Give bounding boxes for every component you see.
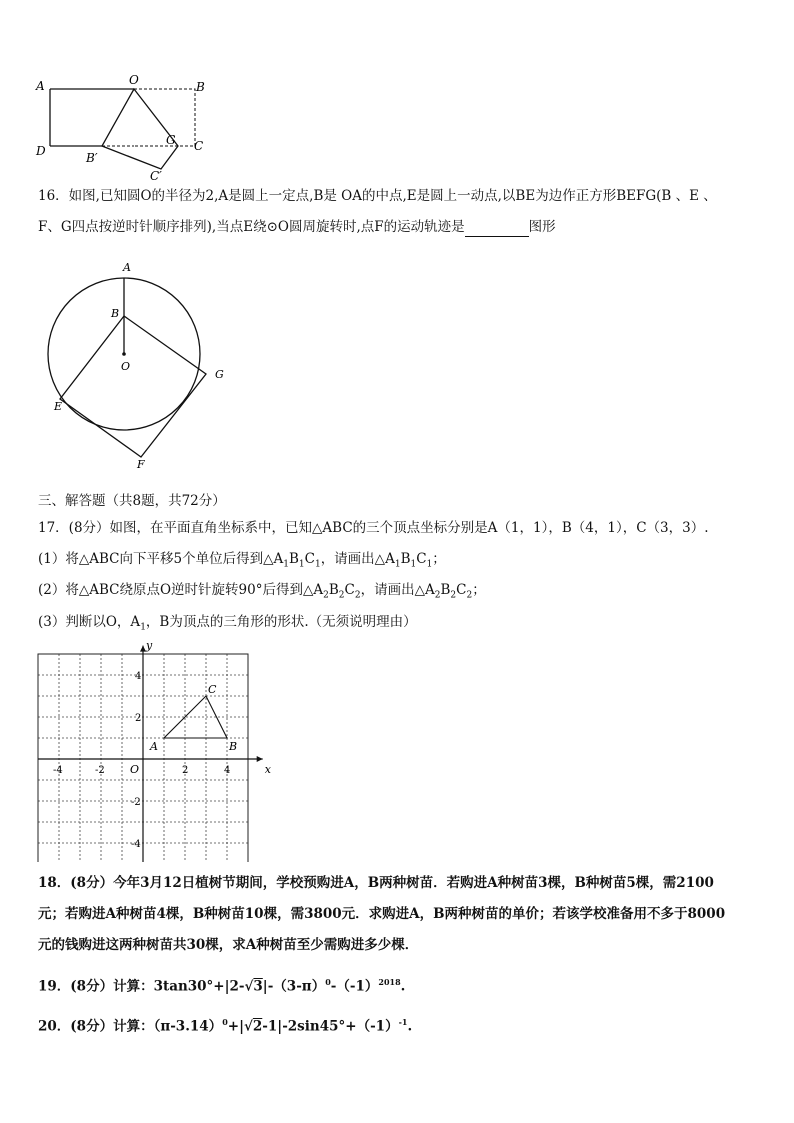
- y-tick-label: 4: [135, 671, 142, 682]
- q17-part-3: [38, 612, 417, 638]
- fig16-label-A: A: [123, 261, 131, 274]
- sub: 2: [434, 590, 441, 601]
- q16-line-2: [38, 217, 556, 237]
- q18-line-2: 元；若购进A种树苗4棵，B种树苗10棵，需3800元．求购进A，B两种树苗的单价；若该学校准备用不多于8000: [38, 906, 726, 922]
- sub: 2: [466, 590, 473, 601]
- q17-stem: 17．(8分）如图，在平面直角坐标系中，已知△ABC的三个顶点坐标分别是A（1，1），B（4，1），C（3，3）.: [38, 520, 709, 536]
- q17-p2-text: ，请画出△A: [360, 582, 435, 598]
- q17-p2-text: C: [344, 582, 355, 598]
- exponent: 0: [222, 1017, 228, 1027]
- sub: 1: [140, 622, 146, 633]
- q17-p2-text: B: [328, 582, 339, 598]
- x-tick-label: -2: [95, 765, 105, 776]
- q20-text: -1|-2sin45°+（-1）: [262, 1018, 399, 1035]
- sub: 2: [450, 590, 457, 601]
- q16-line-2-tail: 图形: [528, 219, 556, 235]
- q17-p1-text: B: [400, 551, 411, 567]
- sqrt-sign: √: [244, 1018, 253, 1035]
- figure-16: [40, 258, 240, 473]
- q17-p1-text: ；: [432, 551, 446, 567]
- q18-line-3: 元的钱购进这两种树苗共30棵，求A种树苗至少需购进多少棵．: [38, 937, 419, 953]
- fig15-label-C: C: [194, 139, 204, 153]
- q20-text: +|: [227, 1018, 244, 1035]
- exponent: 0: [325, 977, 331, 987]
- exponent: 2018: [378, 977, 401, 987]
- q16-line-2-text: F、G四点按逆时针顺序排列),当点E绕⊙O圆周旋转时,点F的运动轨迹是: [38, 219, 465, 235]
- q17-p1-text: B: [288, 551, 299, 567]
- fig15-label-B: B: [196, 80, 205, 94]
- sqrt-sign: √: [244, 978, 254, 995]
- fig15-label-A: A: [36, 79, 45, 93]
- q17-part-2: [38, 580, 486, 606]
- q19-text: .: [400, 978, 406, 995]
- exponent: -1: [398, 1017, 408, 1027]
- q19-text: 19．(8分）计算：3tan30°+|2-: [38, 978, 245, 995]
- q19-text: -（-1）: [330, 978, 379, 995]
- q20-radicand: 2: [252, 1018, 263, 1035]
- q17-part-1: [38, 549, 446, 575]
- q17-p2-text: ；: [472, 582, 486, 598]
- q17-p3-text: (3）判断以O，A: [38, 614, 141, 630]
- q19-text: |-（3-π）: [262, 978, 326, 995]
- sub: 1: [283, 559, 289, 570]
- sub: 1: [410, 559, 417, 570]
- point-label-a: A: [150, 740, 158, 753]
- q17-p1-text: (1）将△ABC向下平移5个单位后得到△A: [38, 551, 284, 567]
- q19: [38, 972, 405, 997]
- q18-line-1: 18．(8分）今年3月12日植树节期间，学校预购进A，B两种树苗．若购进A种树苗3棵，B种树苗5棵，需2100: [38, 875, 714, 891]
- fig16-label-E: E: [54, 400, 63, 413]
- x-axis-label: x: [264, 763, 272, 776]
- answer-blank: [465, 222, 529, 237]
- q17-p1-text: C: [304, 551, 315, 567]
- q16-line-1: 16．如图,已知圆O的半径为2,A是圆上一定点,B是 OA的中点,E是圆上一动点,以BE为边作正方形BEFG(B 、E 、: [38, 188, 717, 204]
- fig15-label-Bp: B′: [86, 151, 98, 165]
- sub: 1: [394, 559, 401, 570]
- x-axis-arrow: [257, 756, 263, 762]
- q17-p3-text: ，B为顶点的三角形的形状.（无须说明理由）: [145, 614, 417, 630]
- x-tick-label: -4: [53, 765, 63, 776]
- point-label-b: B: [229, 740, 238, 753]
- fig15-label-Cp: C′: [150, 169, 162, 183]
- q20-text: 20．(8分）计算：（π-3.14）: [38, 1018, 223, 1035]
- x-tick-label: 4: [224, 765, 231, 776]
- figure-15: [30, 74, 220, 186]
- q17-p2-text: B: [440, 582, 451, 598]
- y-tick-label: -4: [131, 839, 141, 850]
- y-axis-label: y: [146, 642, 153, 652]
- fig16-label-G: G: [215, 368, 224, 381]
- q17-p1-text: C: [416, 551, 427, 567]
- sub: 1: [314, 559, 321, 570]
- q17-p2-text: C: [456, 582, 467, 598]
- fig15-label-O: O: [129, 74, 139, 87]
- q20-text: .: [407, 1018, 413, 1035]
- origin-label: O: [130, 763, 140, 776]
- coordinate-grid: [36, 642, 276, 862]
- q17-p2-text: (2）将△ABC绕原点O逆时针旋转90°后得到△A: [38, 582, 324, 598]
- sub: 1: [298, 559, 305, 570]
- sub: 1: [426, 559, 433, 570]
- q20: [38, 1012, 412, 1037]
- fig16-label-O: O: [121, 360, 131, 373]
- point-label-c: C: [208, 683, 217, 696]
- fig15-label-D: D: [36, 144, 46, 158]
- section-3-title: 三、解答题（共8题，共72分）: [38, 493, 226, 509]
- x-tick-label: 2: [182, 765, 189, 776]
- fig16-label-F: F: [137, 458, 145, 471]
- fig16-label-B: B: [111, 307, 120, 320]
- sub: 2: [323, 590, 329, 601]
- sub: 2: [354, 590, 361, 601]
- fig15-label-G: G: [166, 133, 176, 147]
- sub: 2: [338, 590, 345, 601]
- q19-radicand: 3: [253, 978, 263, 995]
- q17-p1-text: ，请画出△A: [320, 551, 395, 567]
- y-tick-label: -2: [131, 797, 141, 808]
- y-tick-label: 2: [135, 713, 142, 724]
